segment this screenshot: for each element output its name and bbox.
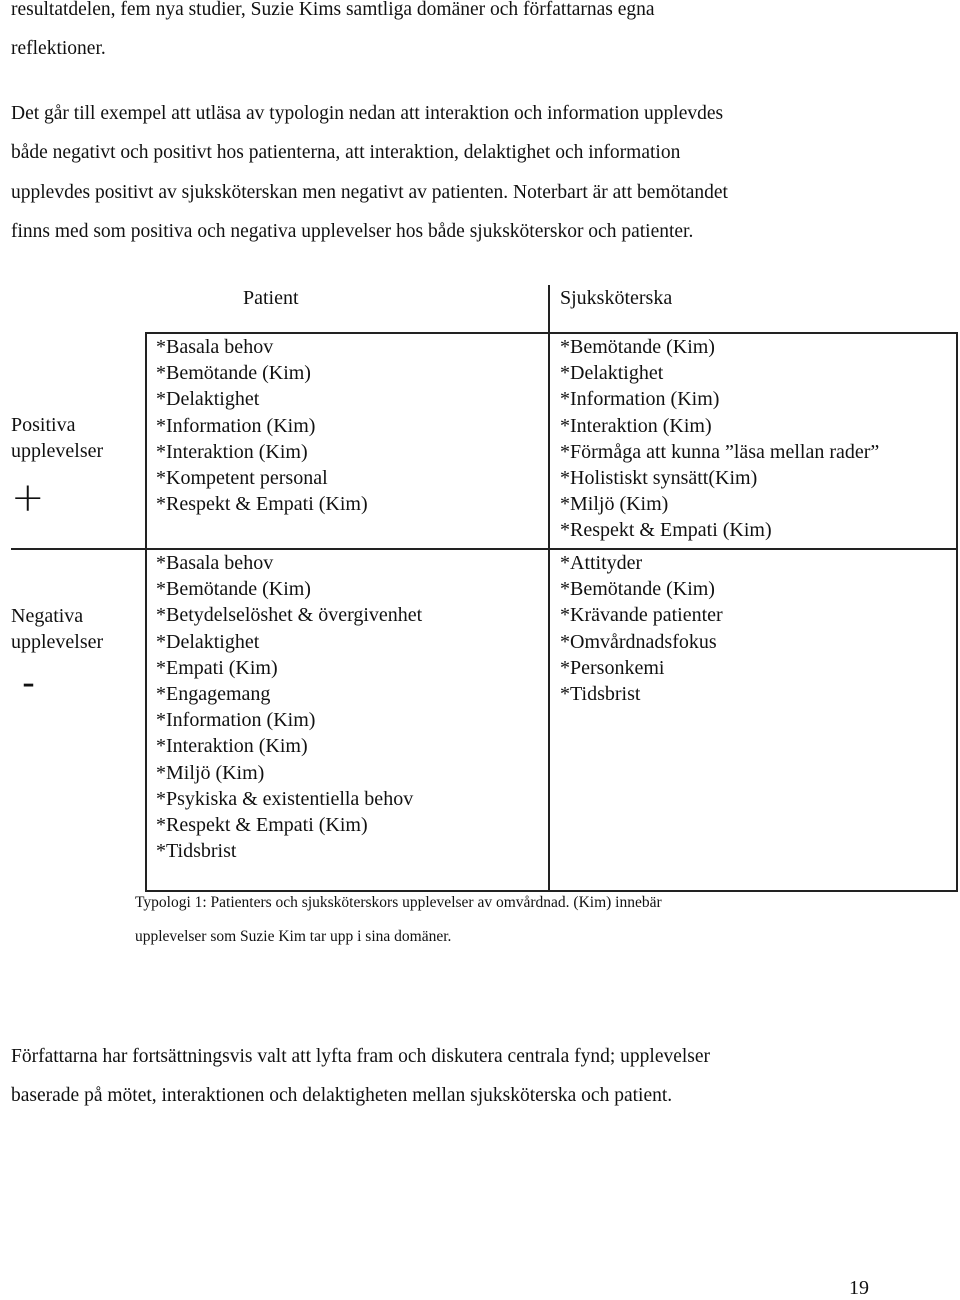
- list-item: *Psykiska & existentiella behov: [156, 787, 414, 810]
- list-item: *Information (Kim): [156, 414, 316, 437]
- row-label-text: upplevelser: [11, 631, 104, 654]
- cell-negative-patient: [156, 550, 422, 864]
- row-label-positive: [11, 412, 103, 464]
- list-item: *Interaktion (Kim): [560, 414, 712, 437]
- list-item: *Information (Kim): [560, 388, 720, 411]
- list-item: *Bemötande (Kim): [156, 362, 311, 385]
- text-line: Författarna har fortsättningsvis valt att lyfta fram och diskutera centrala fynd; upplevelser: [11, 1046, 711, 1067]
- text-line: finns med som positiva och negativa upplevelser hos både sjuksköterskor och patienter.: [11, 220, 694, 242]
- list-item: *Respekt & Empati (Kim): [560, 519, 772, 542]
- text-line: resultatdelen, fem nya studier, Suzie Kims samtliga domäner och författarnas egna: [11, 0, 655, 20]
- list-item: *Delaktighet: [560, 362, 664, 385]
- list-item: *Interaktion (Kim): [156, 440, 308, 463]
- grid-line-right: [956, 333, 958, 892]
- row-label-text: Positiva: [11, 414, 76, 436]
- list-item: *Förmåga att kunna ”läsa mellan rader”: [560, 440, 880, 463]
- list-item: *Basala behov: [156, 552, 274, 574]
- paragraph-typology-description: [11, 94, 941, 251]
- grid-line-left: [145, 333, 147, 892]
- text-line: reflektioner.: [11, 38, 106, 60]
- figure-caption: upplevelser som Suzie Kim tar upp i sina domäner.: [135, 928, 452, 945]
- list-item: *Bemötande (Kim): [560, 336, 715, 358]
- figure-caption: Typologi 1: Patienters och sjuksköterskors upplevelser av omvårdnad. (Kim) innebär: [135, 894, 662, 911]
- row-label-negative: [11, 603, 103, 655]
- text-line: både negativt och positivt hos patienterna, att interaktion, delaktighet och information: [11, 142, 681, 164]
- list-item: *Empati (Kim): [156, 656, 278, 679]
- paragraph-intro: [11, 0, 941, 69]
- text-line: baserade på mötet, interaktionen och delaktigheten mellan sjuksköterska och patient.: [11, 1085, 673, 1107]
- list-item: *Respekt & Empati (Kim): [156, 814, 368, 837]
- column-header-patient: Patient: [243, 287, 299, 309]
- text-line: Det går till exempel att utläsa av typologin nedan att interaktion och information upplevdes: [11, 103, 724, 124]
- list-item: *Bemötande (Kim): [560, 578, 715, 601]
- page-number: 19: [849, 1277, 869, 1299]
- grid-line-divider: [11, 548, 958, 550]
- plus-sign: +: [11, 475, 45, 521]
- list-item: *Information (Kim): [156, 709, 316, 732]
- list-item: *Betydelselöshet & övergivenhet: [156, 604, 423, 627]
- list-item: *Krävande patienter: [560, 604, 723, 627]
- list-item: *Holistiskt synsätt(Kim): [560, 467, 758, 490]
- list-item: *Tidsbrist: [156, 840, 237, 863]
- cell-positive-nurse: [560, 334, 879, 544]
- text-line: upplevdes positivt av sjuksköterskan men negativt av patienten. Noterbart är att bemötandet: [11, 181, 728, 203]
- list-item: *Bemötande (Kim): [156, 578, 311, 601]
- list-item: *Omvårdnadsfokus: [560, 630, 717, 653]
- grid-line-middle: [548, 285, 550, 892]
- paragraph-conclusion: [11, 1037, 941, 1116]
- list-item: *Delaktighet: [156, 388, 260, 411]
- list-item: *Tidsbrist: [560, 683, 641, 706]
- list-item: *Personkemi: [560, 656, 665, 679]
- column-header-nurse: Sjuksköterska: [560, 287, 673, 309]
- cell-negative-nurse: [560, 550, 723, 707]
- minus-sign: -: [22, 663, 35, 704]
- list-item: *Miljö (Kim): [560, 493, 669, 516]
- list-item: *Respekt & Empati (Kim): [156, 493, 368, 516]
- list-item: *Attityder: [560, 552, 643, 574]
- list-item: *Delaktighet: [156, 630, 260, 653]
- list-item: *Engagemang: [156, 683, 271, 706]
- list-item: *Basala behov: [156, 336, 274, 358]
- list-item: *Interaktion (Kim): [156, 735, 308, 758]
- row-label-text: upplevelser: [11, 440, 104, 463]
- list-item: *Kompetent personal: [156, 467, 328, 490]
- row-label-text: Negativa: [11, 605, 84, 627]
- cell-positive-patient: [156, 334, 368, 517]
- list-item: *Miljö (Kim): [156, 761, 265, 784]
